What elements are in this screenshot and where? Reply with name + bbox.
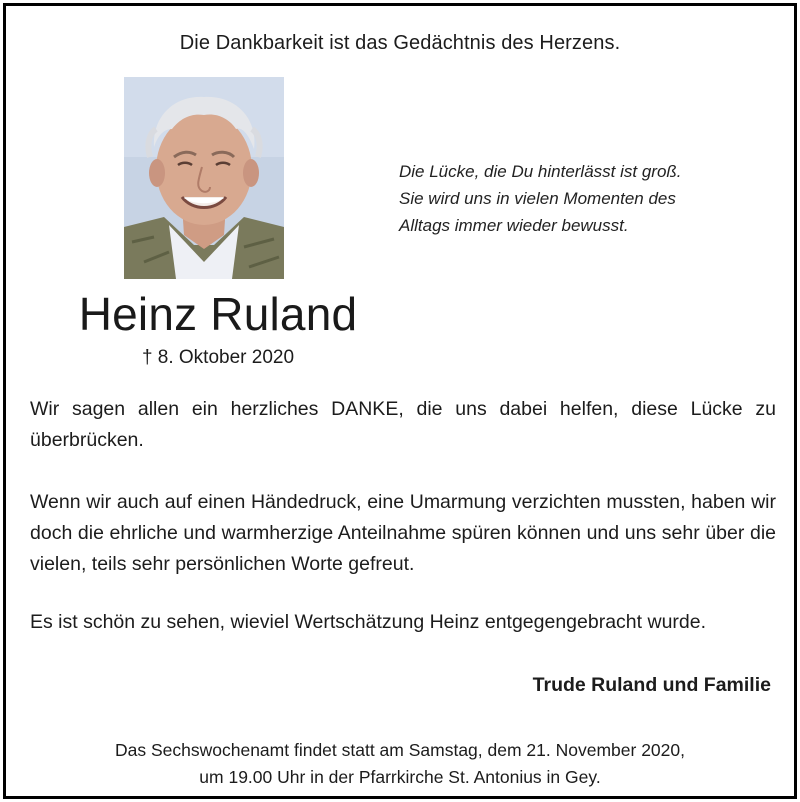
deceased-name: Heinz Ruland [78,288,358,340]
poem-line: Alltags immer wieder bewusst. [399,216,629,235]
thanks-paragraph: Wir sagen allen ein herzliches DANKE, die uns dabei helfen, diese Lücke zu überbrücken. [30,398,776,451]
poem-verse [399,158,682,239]
family-signature: Trude Ruland und Familie [532,674,771,696]
notice-line: um 19.00 Uhr in der Pfarrkirche St. Antonius in Gey. [199,767,601,787]
memorial-service-notice [6,737,794,791]
obituary-frame [3,3,797,799]
date-of-death: † 8. Oktober 2020 [141,347,295,368]
appreciation-paragraph: Es ist schön zu sehen, wieviel Wertschätzung Heinz entgegengebracht wurde. [30,611,707,633]
portrait-image [124,77,284,279]
poem-line: Sie wird uns in vielen Momenten des [399,189,676,208]
notice-line: Das Sechswochenamt findet statt am Samstag, dem 21. November 2020, [114,740,685,760]
poem-line: Die Lücke, die Du hinterlässt ist groß. [399,162,682,181]
condolence-paragraph: Wenn wir auch auf einen Händedruck, eine Umarmung verzichten mussten, haben wir doch die ehrliche und warmherzige Anteilnahme spüren können und uns sehr über die vielen, teils sehr persönlichen Worte gefreut. [30,491,776,575]
motto-heading: Die Dankbarkeit ist das Gedächtnis des Herzens. [179,32,621,54]
portrait-photo [124,77,284,279]
